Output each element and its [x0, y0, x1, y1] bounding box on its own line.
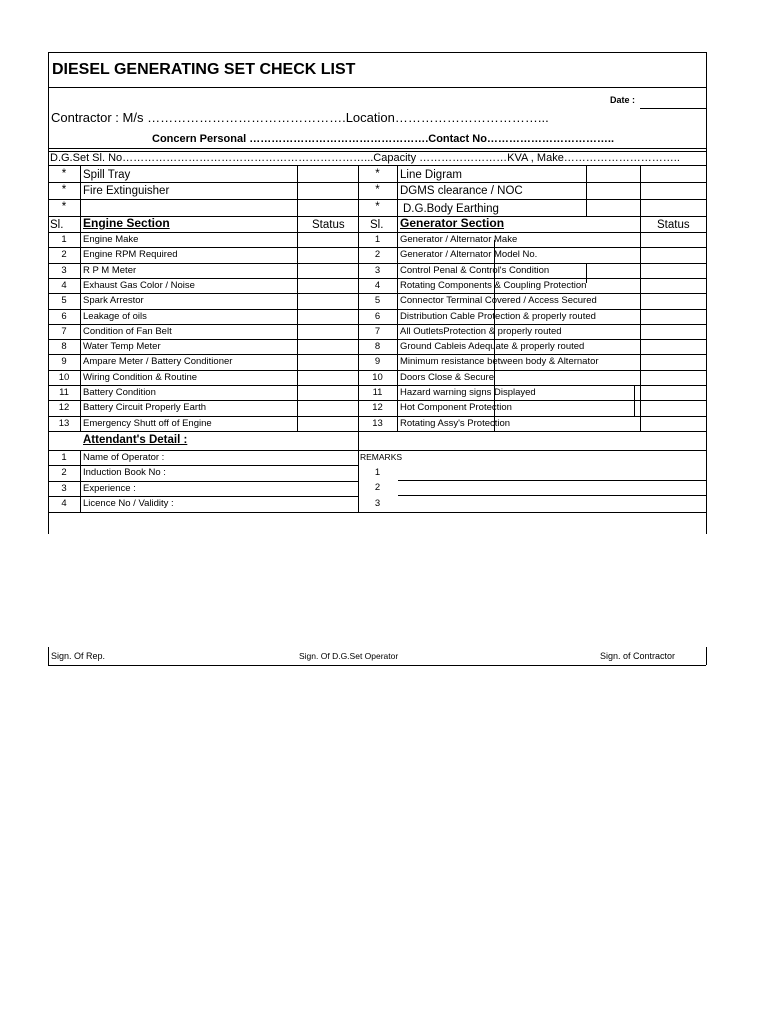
contractor-line: Contractor : M/s ……………………………………….Location……………………………...: [51, 110, 549, 125]
remarks-number: 3: [374, 497, 381, 509]
generator-item-label: Ground Cableis Adequate & properly routed: [400, 341, 585, 353]
engine-item-number: 8: [61, 341, 67, 353]
attendant-item-number: 3: [61, 482, 67, 494]
generator-item-number: 12: [372, 402, 383, 414]
sign-operator: Sign. Of D.G.Set Operator: [299, 651, 399, 661]
engine-item-label: Spark Arrestor: [83, 295, 144, 307]
generator-item-number: 5: [374, 295, 381, 307]
generator-item-number: 10: [372, 371, 383, 383]
remarks-number: 1: [374, 467, 381, 478]
generator-item-number: 4: [374, 279, 381, 291]
attendant-item-number: 1: [61, 452, 67, 463]
generator-item-number: 8: [374, 341, 381, 353]
row-divider: [48, 309, 706, 310]
engine-item-number: 13: [58, 417, 70, 429]
star-item-label: DGMS clearance / NOC: [400, 185, 523, 197]
engine-item-number: 11: [59, 387, 69, 398]
generator-item-number: 7: [374, 325, 381, 337]
generator-item-number: 9: [374, 356, 381, 368]
row-divider: [48, 293, 706, 294]
generator-item-label: Generator / Alternator Make: [400, 234, 518, 245]
engine-item-label: Wiring Condition & Routine: [83, 371, 198, 383]
engine-item-label: Engine RPM Required: [83, 249, 178, 261]
generator-item-number: 2: [374, 249, 381, 261]
row-divider: [48, 370, 706, 371]
generator-item-label: All OutletsProtection & properly routed: [400, 325, 562, 337]
star-item-label: Fire Extinguisher: [83, 185, 170, 197]
attendant-item-label: Name of Operator :: [83, 452, 165, 463]
row-divider: [48, 324, 706, 325]
row-divider: [48, 400, 706, 401]
engine-sl-header: Sl.: [50, 219, 64, 231]
engine-item-label: Leakage of oils: [83, 310, 147, 322]
row-divider: [48, 385, 706, 386]
engine-item-number: 4: [61, 279, 67, 291]
generator-status-header: Status: [657, 219, 690, 231]
engine-item-number: 10: [58, 371, 70, 383]
generator-item-label: Hazard warning signs Displayed: [400, 387, 536, 398]
row-divider: [48, 416, 706, 417]
star-mark: *: [375, 184, 380, 196]
generator-item-number: 11: [372, 387, 383, 398]
engine-section-title: Engine Section: [83, 216, 170, 230]
attendant-title: Attendant's Detail :: [83, 434, 188, 446]
row-divider: [48, 247, 706, 248]
generator-section-title: Generator Section: [400, 216, 505, 230]
generator-item-label: Connector Terminal Covered / Access Secured: [400, 295, 597, 307]
sign-rep: Sign. Of Rep.: [51, 651, 106, 661]
engine-item-number: 1: [61, 234, 67, 245]
dg-set-line: D.G.Set Sl. No…………………………………………………………...Capacity ……………………KVA , Make…………………………..: [50, 152, 680, 164]
generator-item-number: 6: [374, 310, 381, 322]
generator-item-label: Rotating Components & Coupling Protection: [400, 279, 587, 291]
engine-item-label: Ampare Meter / Battery Conditioner: [83, 356, 233, 368]
generator-item-number: 13: [372, 417, 383, 429]
engine-item-number: 3: [61, 264, 67, 276]
attendant-item-number: 2: [61, 467, 67, 479]
engine-item-label: Battery Circuit Properly Earth: [83, 402, 207, 414]
engine-item-label: Engine Make: [83, 234, 139, 245]
attendant-item-label: Induction Book No :: [83, 467, 166, 479]
engine-item-label: R P M Meter: [83, 264, 137, 276]
generator-item-label: Distribution Cable Protection & properly routed: [400, 310, 596, 322]
engine-item-label: Battery Condition: [83, 387, 156, 398]
engine-status-header: Status: [312, 219, 345, 231]
generator-sl-header: Sl.: [370, 219, 384, 231]
engine-item-number: 2: [61, 249, 67, 261]
date-label: Date :: [610, 95, 636, 105]
engine-item-label: Water Temp Meter: [83, 341, 161, 353]
star-mark: *: [61, 201, 67, 213]
generator-item-label: Generator / Alternator Model No.: [400, 249, 538, 261]
engine-item-number: 9: [61, 356, 67, 368]
page-title: DIESEL GENERATING SET CHECK LIST: [52, 61, 356, 78]
attendant-item-label: Experience :: [83, 482, 136, 494]
star-item-label: Spill Tray: [83, 169, 131, 181]
star-mark: *: [61, 168, 67, 180]
engine-item-label: Emergency Shutt off of Engine: [83, 417, 212, 429]
generator-item-label: Hot Component Protection: [400, 402, 512, 414]
generator-item-label: Minimum resistance between body & Alternator: [400, 356, 599, 368]
remarks-label: REMARKS: [360, 452, 403, 462]
star-mark: *: [375, 201, 380, 213]
concern-line: Concern Personal ………………………………………….Contact No……………………………..: [152, 133, 615, 145]
engine-item-number: 7: [61, 325, 67, 337]
attendant-item-label: Licence No / Validity :: [83, 498, 174, 510]
generator-item-label: Rotating Assy's Protection: [400, 417, 511, 429]
engine-item-label: Exhaust Gas Color / Noise: [83, 279, 195, 291]
attendant-item-number: 4: [61, 498, 67, 510]
generator-item-number: 3: [374, 264, 381, 276]
row-divider: [48, 263, 706, 264]
row-divider: [48, 278, 706, 279]
generator-item-number: 1: [374, 234, 381, 245]
engine-item-number: 5: [61, 295, 67, 307]
star-item-label: D.G.Body Earthing: [403, 203, 499, 215]
row-divider: [48, 354, 706, 355]
engine-item-number: 6: [61, 310, 67, 322]
row-divider: [48, 339, 706, 340]
sign-contractor: Sign. of Contractor: [600, 651, 676, 661]
generator-item-label: Control Penal & Control's Condition: [400, 264, 550, 276]
star-mark: *: [61, 184, 67, 196]
engine-item-number: 12: [58, 402, 70, 414]
star-item-label: Line Digram: [400, 169, 462, 181]
generator-item-label: Doors Close & Secure: [400, 371, 494, 383]
engine-item-label: Condition of Fan Belt: [83, 325, 172, 337]
remarks-number: 2: [374, 482, 381, 494]
star-mark: *: [375, 168, 380, 180]
